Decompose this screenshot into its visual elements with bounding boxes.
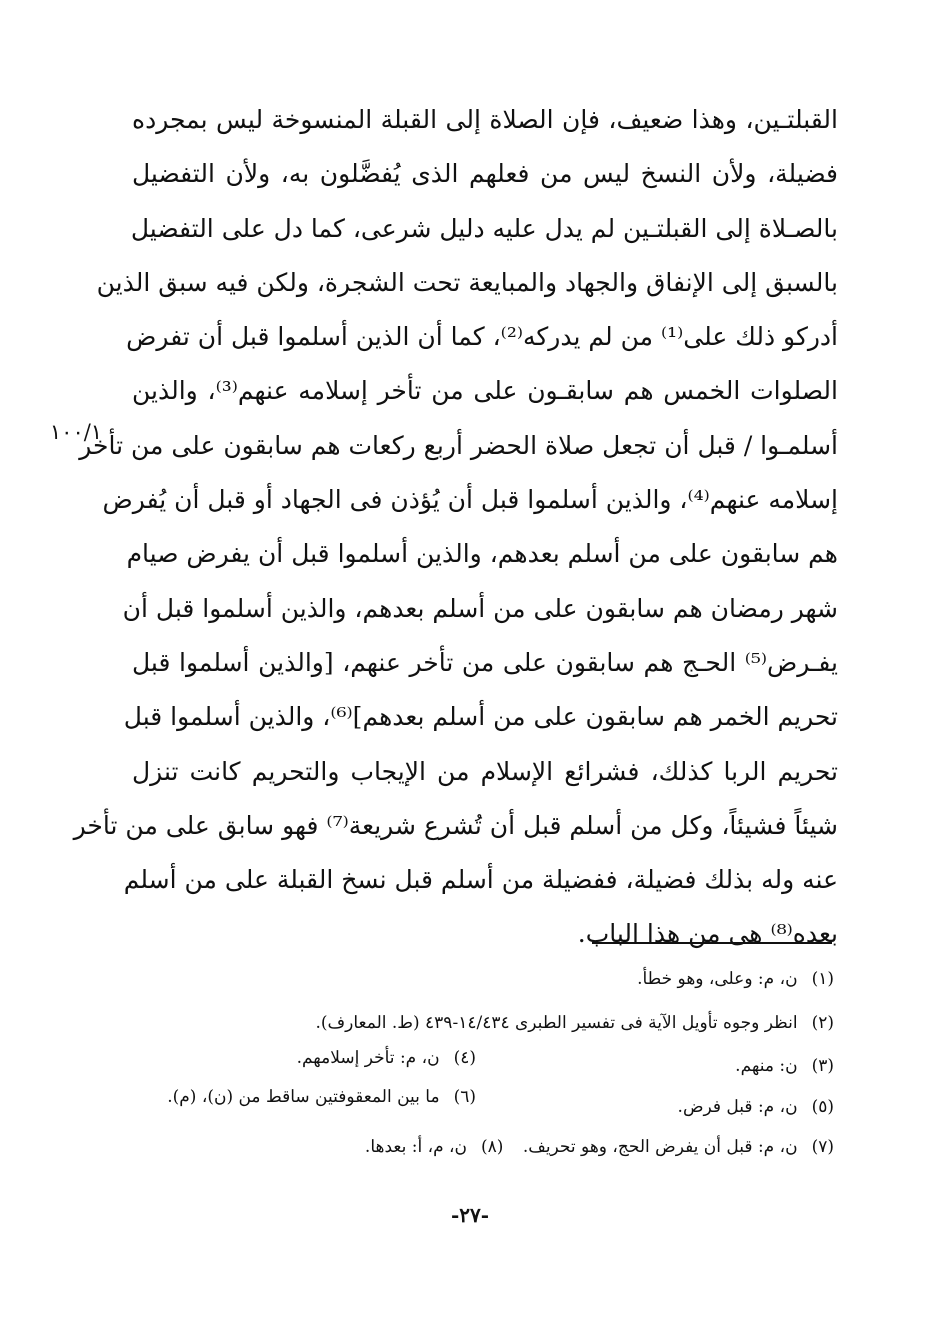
text-line: بالصـلاة إلى القبلتـين لم يدل عليه دليل شرعى، كما دل على التفضيل (130, 213, 838, 243)
margin-page-reference: ١٠٠/١ (49, 420, 103, 444)
text-line: فضيلة، ولأن النسخ ليس من فعلهم الذى يُفضَّلون به، ولأن التفضيل (132, 159, 838, 189)
text-line: يفـرض⁽⁵⁾ الحـج هم سابقون على من تأخر عنهم، [والذين أسلموا قبل (132, 647, 838, 677)
text-line: هم سابقون على من أسلم بعدهم، والذين أسلموا قبل أن يفرض صيام (126, 539, 838, 569)
footnote-text: ن، م: قبل أن يفرض الحج، وهو تحريف. (522, 1137, 798, 1157)
text-line: بالسبق إلى الإنفاق والجهاد والمبايعة تحت الشجرة، ولكن فيه سبق الذين (96, 267, 838, 297)
text-line: تحريم الربا كذلك، فشرائع الإسلام من الإيجاب والتحريم كانت تنزل (132, 756, 838, 786)
text-line: أدركو ذلك على⁽¹⁾ من لم يدركه⁽²⁾، كما أن الذين أسلموا قبل أن تفرض (126, 322, 838, 352)
text-line: شهر رمضان هم سابقون على من أسلم بعدهم، والذين أسلموا قبل أن (122, 593, 838, 623)
footnote-text: ن: منهم. (735, 1056, 798, 1076)
footnote-number: (٦) (453, 1087, 476, 1107)
footnote-text: ما بين المعقوفتين ساقط من (ن)، (م). (167, 1087, 440, 1107)
footnote-number: (٢) (811, 1013, 834, 1033)
text-line: الصلوات الخمس هم سابقـون على من تأخر إسلامه عنهم⁽³⁾، والذين (132, 376, 838, 406)
footnote-4 (297, 1045, 476, 1071)
footnote-number: (٨) (480, 1137, 504, 1157)
footnote-number: (٧) (811, 1137, 834, 1157)
footnote-2 (316, 1010, 835, 1036)
footnote-number: (٤) (453, 1048, 476, 1068)
text-line: تحريم الخمر هم سابقون على من أسلم بعدهم]⁽⁶⁾، والذين أسلموا قبل (123, 702, 838, 732)
page-number: -٢٧- (450, 1203, 490, 1227)
footnote-number: (١) (811, 969, 834, 989)
footnote-separator (592, 942, 832, 944)
text-line: إسلامه عنهم⁽⁴⁾، والذين أسلموا قبل أن يُؤذن فى الجهاد أو قبل أن يُفرض (102, 485, 838, 515)
footnote-text: ن، م: وعلى، وهو خطأ. (637, 969, 798, 989)
footnote-text: ن، م: قبل فرض. (677, 1097, 798, 1117)
text-line: شيئاً فشيئاً، وكل من أسلم قبل أن تُشرع شريعة⁽⁷⁾ فهو سابق على من تأخر (73, 810, 838, 840)
text-line: بعده⁽⁸⁾ هى من هذا الباب. (577, 919, 838, 949)
footnote-3 (735, 1053, 834, 1079)
footnote-1 (637, 966, 834, 992)
footnote-6 (167, 1084, 476, 1110)
footnote-number: (٣) (811, 1056, 834, 1076)
footnote-text: ن، م، أ: بعدها. (364, 1137, 467, 1157)
footnote-number: (٥) (811, 1097, 834, 1117)
text-line: عنه وله بذلك فضيلة، ففضيلة من أسلم قبل نسخ القبلة على من أسلم (123, 865, 838, 895)
footnote-5 (678, 1094, 834, 1120)
footnote-7-8 (365, 1134, 834, 1160)
text-line: القبلتـين، وهذا ضعيف، فإن الصلاة إلى القبلة المنسوخة ليس بمجرده (132, 105, 838, 134)
footnote-text: ن، م: تأخر إسلامهم. (296, 1048, 440, 1068)
footnote-text: انظر وجوه تأويل الآية فى تفسير الطبرى ١٤/٤٣٤-٤٣٩ (ط. المعارف). (315, 1013, 798, 1033)
text-line: أسلمـوا / قبل أن تجعل صلاة الحضر أربع ركعات هم سابقون على من تأخر (79, 430, 838, 460)
